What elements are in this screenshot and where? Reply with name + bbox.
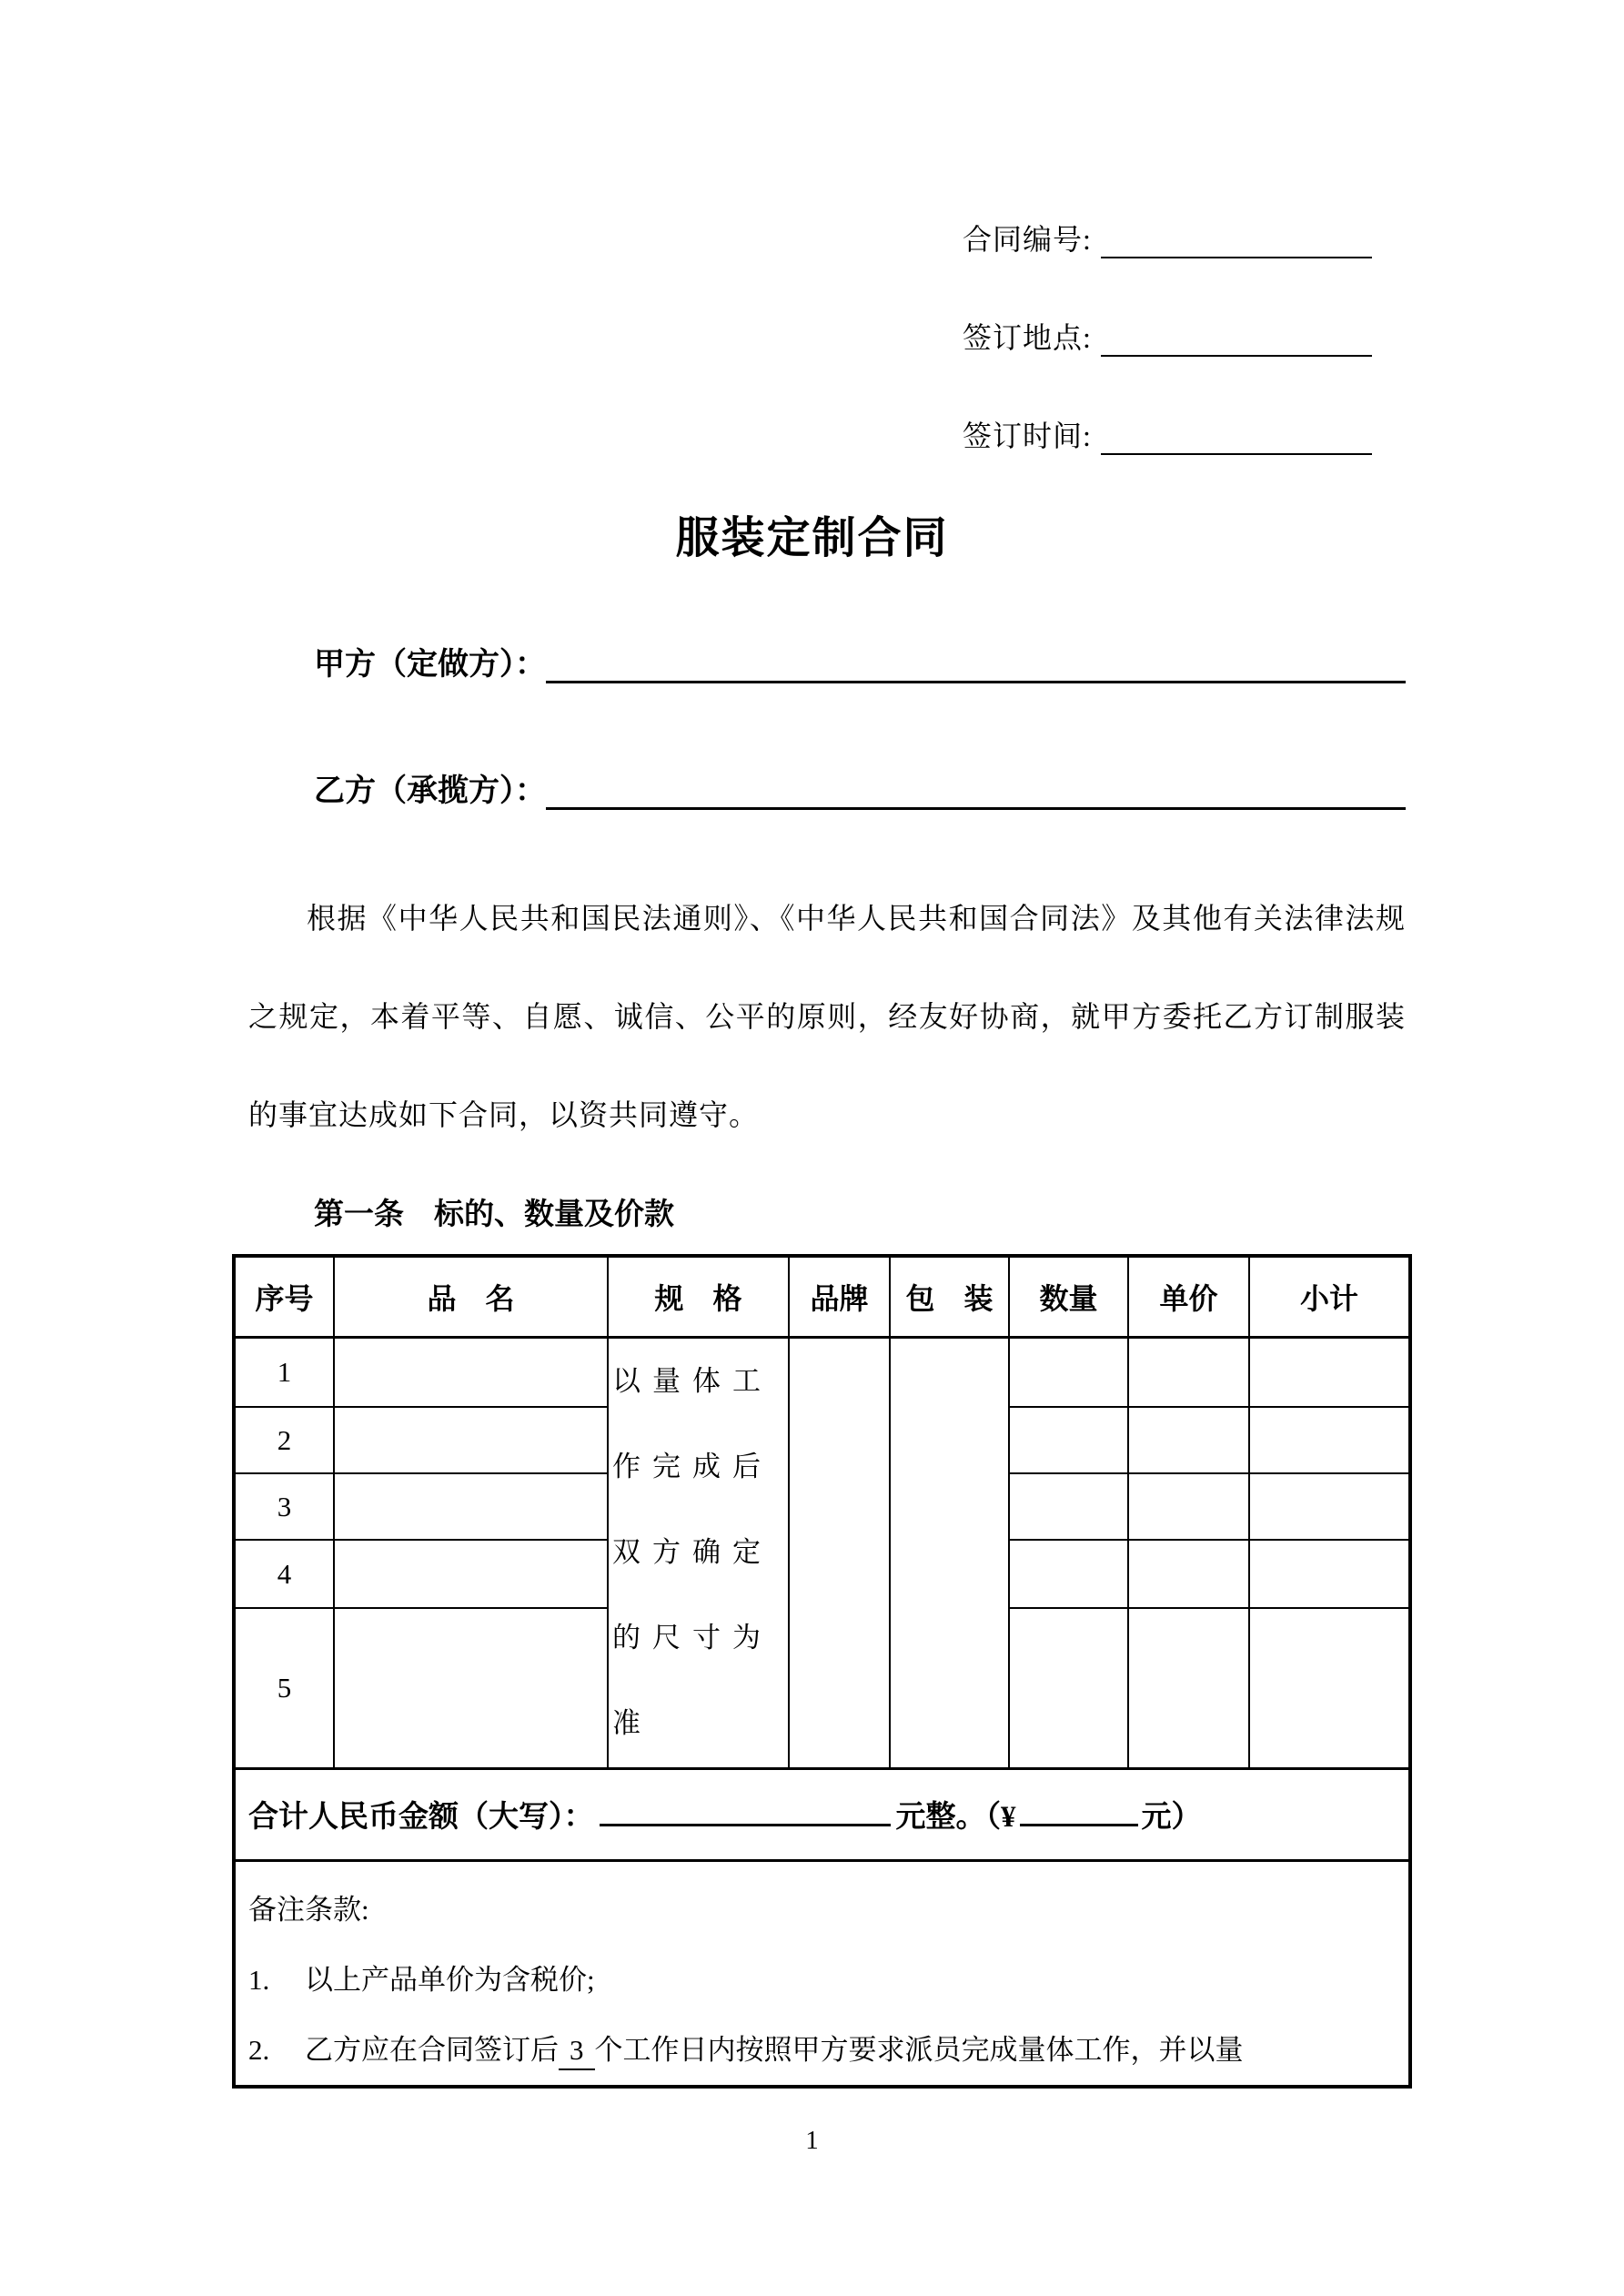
header-spec: 规 格 bbox=[608, 1256, 789, 1337]
header-subtotal: 小计 bbox=[1249, 1256, 1410, 1337]
remark-1-text: 以上产品单价为含税价; bbox=[305, 1963, 595, 1996]
header-product-name: 品 名 bbox=[334, 1256, 608, 1337]
party-a-blank[interactable] bbox=[546, 645, 1406, 683]
row1-quantity-cell[interactable] bbox=[1009, 1337, 1128, 1407]
party-a-row bbox=[314, 639, 1406, 683]
row1-subtotal-cell[interactable] bbox=[1249, 1337, 1410, 1407]
total-amount-words-blank[interactable] bbox=[600, 1794, 891, 1826]
row3-product-name-cell[interactable] bbox=[334, 1473, 608, 1540]
row1-product-name-cell[interactable] bbox=[334, 1337, 608, 1407]
sign-place-blank[interactable] bbox=[1101, 320, 1372, 357]
row4-quantity-cell[interactable] bbox=[1009, 1540, 1128, 1608]
table-row bbox=[234, 1337, 1410, 1407]
contract-number-blank[interactable] bbox=[1101, 222, 1372, 258]
sign-place-label: 签订地点: bbox=[963, 321, 1092, 354]
header-brand: 品牌 bbox=[789, 1256, 890, 1337]
row4-seq: 4 bbox=[234, 1540, 334, 1608]
header-unit-price: 单价 bbox=[1128, 1256, 1249, 1337]
intro-paragraph: 根据《中华人民共和国民法通则》、《中华人民共和国合同法》及其他有关法律法规之规定，本着平等、自愿、诚信、公平的原则，经友好协商，就甲方委托乙方订制服装的事宜达成如下合同，以资共同遵守。 bbox=[248, 902, 1406, 1131]
row2-quantity-cell[interactable] bbox=[1009, 1407, 1128, 1473]
total-amount-mid-label: 元整。（¥ bbox=[895, 1801, 1016, 1834]
header-quantity: 数量 bbox=[1009, 1256, 1128, 1337]
row3-unit-price-cell[interactable] bbox=[1128, 1473, 1249, 1540]
sign-place-row bbox=[963, 315, 1372, 357]
document-title: 服装定制合同 bbox=[675, 514, 949, 562]
row2-unit-price-cell[interactable] bbox=[1128, 1407, 1249, 1473]
table-header-row bbox=[234, 1256, 1410, 1337]
brand-merged-cell[interactable] bbox=[789, 1337, 890, 1768]
sign-time-row bbox=[963, 413, 1372, 455]
row1-unit-price-cell[interactable] bbox=[1128, 1337, 1249, 1407]
row5-subtotal-cell[interactable] bbox=[1249, 1608, 1410, 1768]
row5-quantity-cell[interactable] bbox=[1009, 1608, 1128, 1768]
row4-unit-price-cell[interactable] bbox=[1128, 1540, 1249, 1608]
row4-subtotal-cell[interactable] bbox=[1249, 1540, 1410, 1608]
spec-merged-cell: 以量体工作完成后双方确定的尺寸为准 bbox=[608, 1337, 789, 1768]
party-b-blank[interactable] bbox=[546, 772, 1406, 810]
party-b-row bbox=[314, 765, 1406, 810]
header-seq: 序号 bbox=[234, 1256, 334, 1337]
row5-product-name-cell[interactable] bbox=[334, 1608, 608, 1768]
header-packaging: 包 装 bbox=[890, 1256, 1009, 1337]
row5-unit-price-cell[interactable] bbox=[1128, 1608, 1249, 1768]
total-amount-figures-blank[interactable] bbox=[1020, 1794, 1138, 1826]
row5-seq: 5 bbox=[234, 1608, 334, 1768]
row3-seq: 3 bbox=[234, 1473, 334, 1540]
row2-subtotal-cell[interactable] bbox=[1249, 1407, 1410, 1473]
remark-2-text-post: 个工作日内按照甲方要求派员完成量体工作，并以量 bbox=[594, 2033, 1244, 2066]
total-amount-cell bbox=[234, 1768, 1410, 1860]
remark-item-2 bbox=[248, 2015, 1390, 2085]
party-a-label: 甲方（定做方）： bbox=[314, 648, 546, 682]
remark-2-text-pre: 乙方应在合同签订后 bbox=[305, 2033, 559, 2066]
row2-seq: 2 bbox=[234, 1407, 334, 1473]
row4-product-name-cell[interactable] bbox=[334, 1540, 608, 1608]
contract-number-label: 合同编号: bbox=[963, 223, 1092, 256]
total-amount-row bbox=[234, 1768, 1410, 1860]
contract-number-row bbox=[963, 217, 1372, 258]
row3-quantity-cell[interactable] bbox=[1009, 1473, 1128, 1540]
sign-time-blank[interactable] bbox=[1101, 419, 1372, 455]
page-number: 1 bbox=[805, 2126, 819, 2155]
row3-subtotal-cell[interactable] bbox=[1249, 1473, 1410, 1540]
packaging-merged-cell[interactable] bbox=[890, 1337, 1009, 1768]
remark-1-number: 1. bbox=[248, 1963, 270, 1996]
remarks-cell bbox=[234, 1860, 1410, 2087]
remark-2-days-blank[interactable]: 3 bbox=[559, 2032, 595, 2070]
remark-2-number: 2. bbox=[248, 2033, 270, 2066]
sign-time-label: 签订时间: bbox=[963, 420, 1092, 452]
remarks-title: 备注条款: bbox=[248, 1893, 369, 1926]
party-b-label: 乙方（承揽方）： bbox=[314, 774, 546, 808]
row1-seq: 1 bbox=[234, 1337, 334, 1407]
remark-item-1 bbox=[248, 1945, 1390, 2015]
items-table bbox=[232, 1254, 1412, 2089]
total-amount-label: 合计人民币金额（大写）： bbox=[248, 1801, 594, 1834]
section1-heading: 第一条 标的、数量及价款 bbox=[314, 1199, 674, 1231]
row2-product-name-cell[interactable] bbox=[334, 1407, 608, 1473]
remarks-row bbox=[234, 1860, 1410, 2087]
total-amount-end-label: 元） bbox=[1141, 1801, 1202, 1834]
contract-meta-block bbox=[963, 217, 1372, 511]
